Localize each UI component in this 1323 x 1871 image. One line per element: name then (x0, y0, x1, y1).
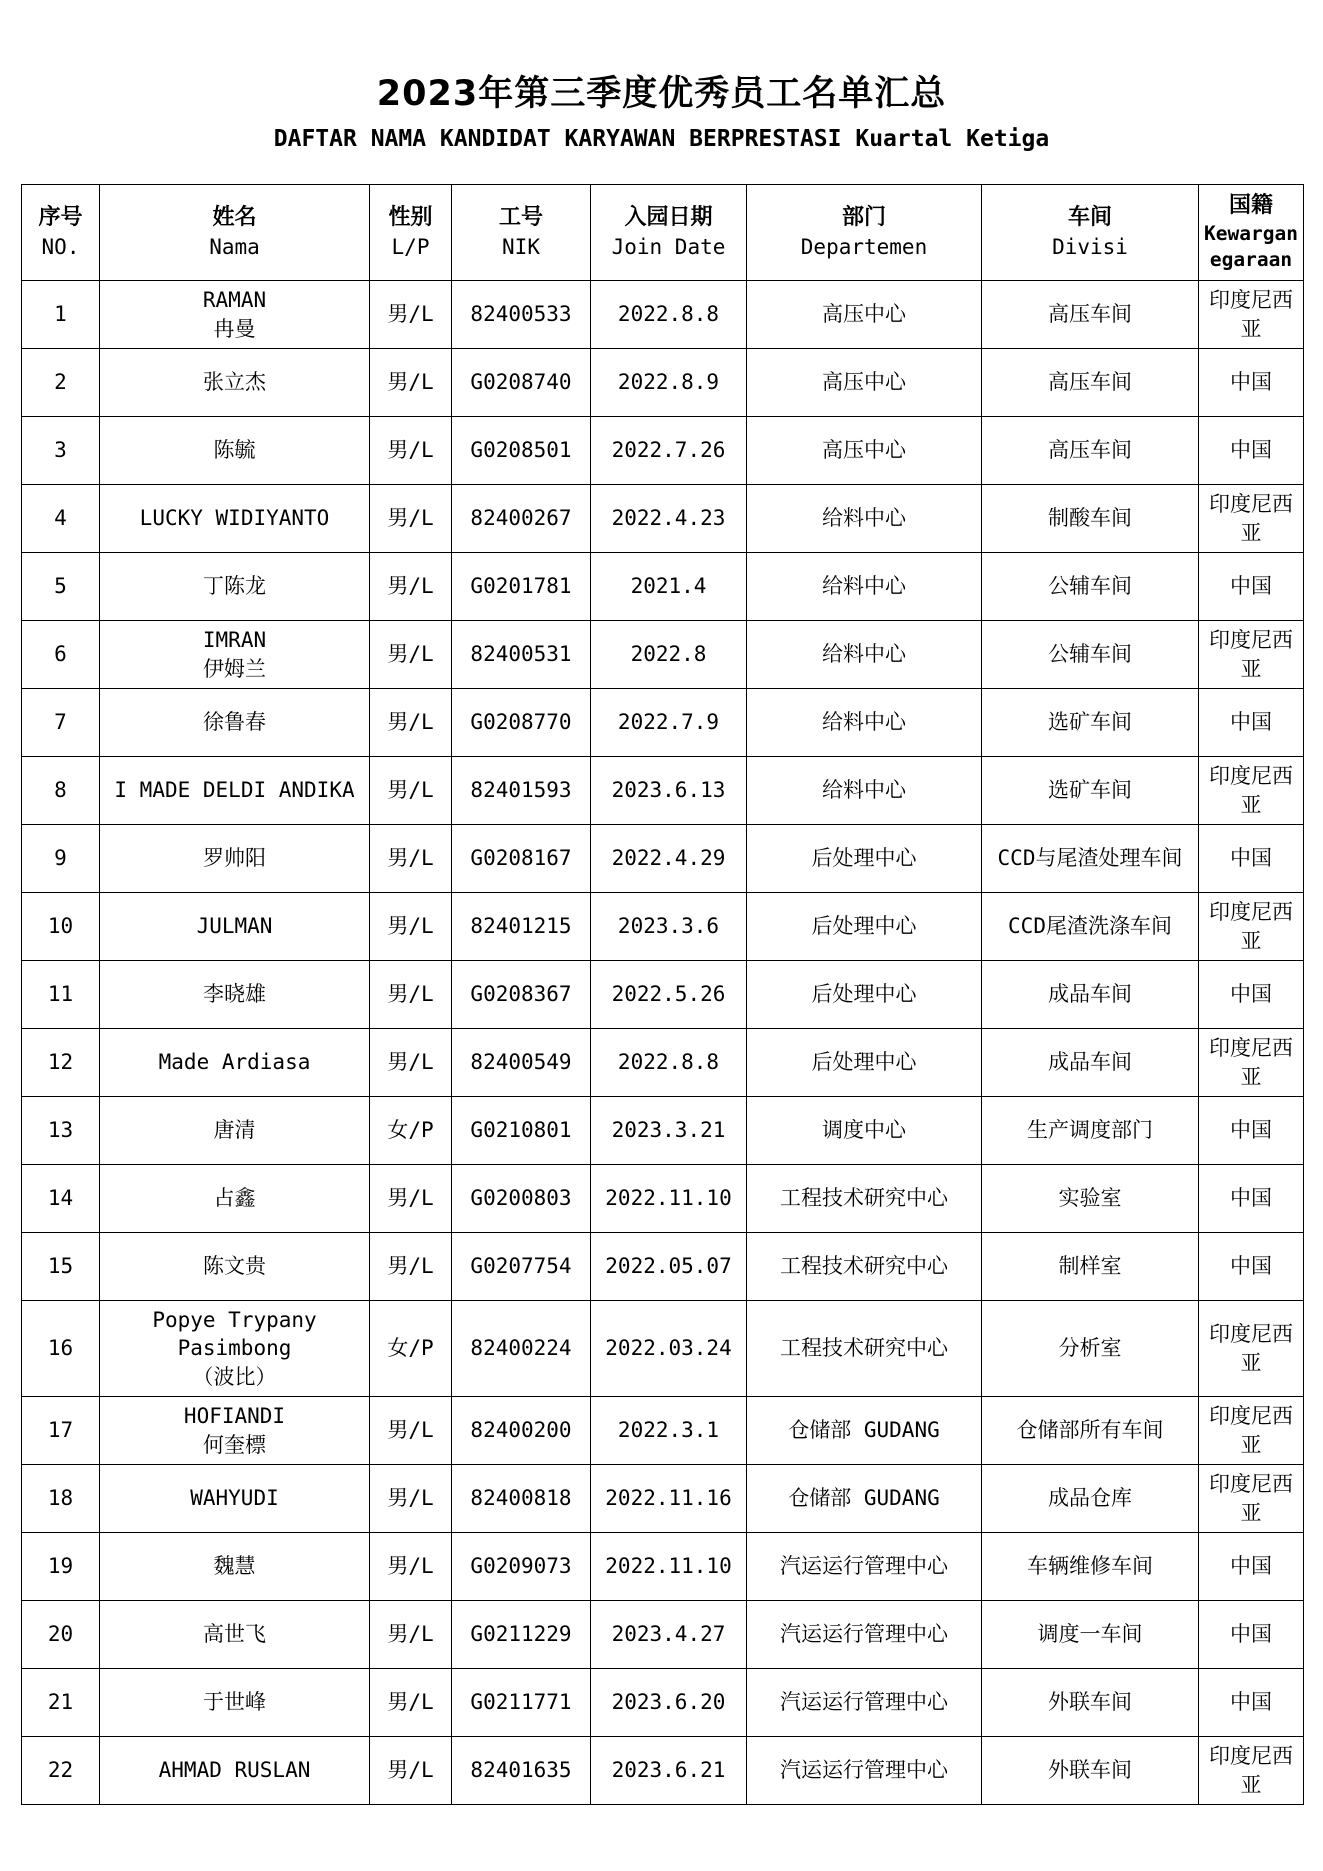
cell-no: 17 (22, 1397, 100, 1465)
cell-no: 1 (22, 281, 100, 349)
cell-join-date: 2023.6.21 (591, 1737, 747, 1805)
cell-nationality: 中国 (1199, 689, 1304, 757)
cell-nik: 82400533 (452, 281, 591, 349)
table-row (22, 1533, 1304, 1601)
cell-gender: 男/L (370, 893, 452, 961)
cell-join-date: 2022.8 (591, 621, 747, 689)
cell-no: 2 (22, 349, 100, 417)
cell-division: 外联车间 (982, 1737, 1199, 1805)
cell-gender: 男/L (370, 553, 452, 621)
cell-nationality: 中国 (1199, 1669, 1304, 1737)
cell-division: 选矿车间 (982, 757, 1199, 825)
cell-department: 高压中心 (747, 349, 982, 417)
name-line: 陈毓 (213, 438, 256, 463)
name-line: 罗帅阳 (203, 846, 266, 871)
cell-name (100, 757, 370, 825)
cell-nationality: 印度尼西亚 (1199, 281, 1304, 349)
cell-department: 后处理中心 (747, 893, 982, 961)
cell-nik: G0208167 (452, 825, 591, 893)
cell-department: 仓储部 GUDANG (747, 1465, 982, 1533)
cell-department: 后处理中心 (747, 825, 982, 893)
header-no: 序号 NO. (22, 185, 100, 281)
cell-division: 生产调度部门 (982, 1097, 1199, 1165)
cell-nationality: 中国 (1199, 553, 1304, 621)
cell-nationality: 印度尼西亚 (1199, 1301, 1304, 1397)
table-row (22, 825, 1304, 893)
cell-join-date: 2022.5.26 (591, 961, 747, 1029)
cell-nik: 82400200 (452, 1397, 591, 1465)
cell-gender: 男/L (370, 961, 452, 1029)
cell-no: 15 (22, 1233, 100, 1301)
cell-join-date: 2022.8.9 (591, 349, 747, 417)
cell-no: 19 (22, 1533, 100, 1601)
cell-gender: 男/L (370, 825, 452, 893)
cell-division: 制样室 (982, 1233, 1199, 1301)
cell-nik: 82400818 (452, 1465, 591, 1533)
cell-join-date: 2023.3.21 (591, 1097, 747, 1165)
cell-no: 11 (22, 961, 100, 1029)
cell-division: 高压车间 (982, 417, 1199, 485)
cell-name (100, 1301, 370, 1397)
cell-no: 22 (22, 1737, 100, 1805)
cell-no: 14 (22, 1165, 100, 1233)
name-line: 陈文贵 (203, 1254, 266, 1279)
name-line: 唐清 (213, 1118, 256, 1143)
table-row (22, 621, 1304, 689)
cell-nationality: 印度尼西亚 (1199, 485, 1304, 553)
cell-nik: 82400224 (452, 1301, 591, 1397)
cell-gender: 男/L (370, 1397, 452, 1465)
cell-join-date: 2022.4.29 (591, 825, 747, 893)
cell-nik: G0208367 (452, 961, 591, 1029)
cell-join-date: 2022.7.9 (591, 689, 747, 757)
cell-no: 10 (22, 893, 100, 961)
cell-name (100, 893, 370, 961)
table-row (22, 1301, 1304, 1397)
cell-division: 高压车间 (982, 349, 1199, 417)
cell-gender: 男/L (370, 757, 452, 825)
cell-nik: G0201781 (452, 553, 591, 621)
name-line: 何奎標 (203, 1432, 266, 1457)
cell-nationality: 中国 (1199, 349, 1304, 417)
name-line: IMRAN (202, 628, 267, 653)
cell-join-date: 2022.05.07 (591, 1233, 747, 1301)
table-row (22, 1465, 1304, 1533)
cell-nik: G0209073 (452, 1533, 591, 1601)
cell-name (100, 1465, 370, 1533)
header-nik: 工号 NIK (452, 185, 591, 281)
cell-nik: G0200803 (452, 1165, 591, 1233)
cell-division: 实验室 (982, 1165, 1199, 1233)
header-department: 部门 Departemen (747, 185, 982, 281)
cell-nik: G0208740 (452, 349, 591, 417)
table-row (22, 553, 1304, 621)
cell-name (100, 825, 370, 893)
name-line: I MADE DELDI ANDIKA (114, 778, 355, 803)
cell-name (100, 1397, 370, 1465)
table-row (22, 757, 1304, 825)
cell-gender: 男/L (370, 1233, 452, 1301)
employee-table (21, 184, 1304, 1805)
cell-name (100, 621, 370, 689)
table-body (22, 281, 1304, 1805)
table-row (22, 1737, 1304, 1805)
cell-division: 成品仓库 (982, 1465, 1199, 1533)
cell-gender: 男/L (370, 485, 452, 553)
cell-join-date: 2022.11.10 (591, 1533, 747, 1601)
name-line: RAMAN (202, 288, 267, 313)
cell-nik: G0207754 (452, 1233, 591, 1301)
cell-no: 7 (22, 689, 100, 757)
header-join-date: 入园日期 Join Date (591, 185, 747, 281)
cell-nationality: 中国 (1199, 1233, 1304, 1301)
page-subtitle: DAFTAR NAMA KANDIDAT KARYAWAN BERPRESTASI Kuartal Ketiga (273, 126, 1050, 152)
cell-nik: 82400531 (452, 621, 591, 689)
cell-name (100, 485, 370, 553)
cell-name (100, 281, 370, 349)
cell-department: 汽运运行管理中心 (747, 1601, 982, 1669)
table-row (22, 1029, 1304, 1097)
cell-division: 仓储部所有车间 (982, 1397, 1199, 1465)
cell-nationality: 中国 (1199, 1601, 1304, 1669)
cell-division: 外联车间 (982, 1669, 1199, 1737)
name-line: 高世飞 (203, 1622, 266, 1647)
cell-department: 汽运运行管理中心 (747, 1737, 982, 1805)
table-header-row (22, 185, 1304, 281)
name-line: 伊姆兰 (203, 656, 266, 681)
table-row (22, 1233, 1304, 1301)
cell-nationality: 中国 (1199, 961, 1304, 1029)
cell-join-date: 2022.03.24 (591, 1301, 747, 1397)
cell-gender: 男/L (370, 1533, 452, 1601)
cell-no: 21 (22, 1669, 100, 1737)
cell-join-date: 2022.7.26 (591, 417, 747, 485)
table-row (22, 1165, 1304, 1233)
cell-department: 给料中心 (747, 621, 982, 689)
name-line: 丁陈龙 (203, 574, 266, 599)
name-line: 冉曼 (213, 316, 256, 341)
cell-no: 3 (22, 417, 100, 485)
cell-nik: 82400267 (452, 485, 591, 553)
cell-department: 工程技术研究中心 (747, 1301, 982, 1397)
table-row (22, 349, 1304, 417)
cell-join-date: 2022.8.8 (591, 1029, 747, 1097)
cell-name (100, 553, 370, 621)
cell-join-date: 2022.8.8 (591, 281, 747, 349)
cell-no: 20 (22, 1601, 100, 1669)
cell-division: 选矿车间 (982, 689, 1199, 757)
cell-department: 工程技术研究中心 (747, 1233, 982, 1301)
cell-department: 工程技术研究中心 (747, 1165, 982, 1233)
cell-no: 18 (22, 1465, 100, 1533)
cell-name (100, 349, 370, 417)
header-division: 车间 Divisi (982, 185, 1199, 281)
cell-department: 汽运运行管理中心 (747, 1669, 982, 1737)
name-line: Popye Trypany (152, 1307, 317, 1332)
cell-department: 高压中心 (747, 417, 982, 485)
name-line: HOFIANDI (183, 1404, 286, 1429)
cell-join-date: 2022.3.1 (591, 1397, 747, 1465)
cell-gender: 男/L (370, 1601, 452, 1669)
cell-division: 公辅车间 (982, 621, 1199, 689)
cell-no: 5 (22, 553, 100, 621)
cell-division: 分析室 (982, 1301, 1199, 1397)
cell-no: 9 (22, 825, 100, 893)
cell-no: 4 (22, 485, 100, 553)
cell-department: 高压中心 (747, 281, 982, 349)
cell-nik: G0208501 (452, 417, 591, 485)
cell-join-date: 2023.6.20 (591, 1669, 747, 1737)
cell-name (100, 689, 370, 757)
cell-join-date: 2022.11.16 (591, 1465, 747, 1533)
cell-department: 给料中心 (747, 485, 982, 553)
table-row (22, 281, 1304, 349)
cell-nationality: 中国 (1199, 1165, 1304, 1233)
cell-gender: 男/L (370, 1669, 452, 1737)
cell-join-date: 2022.11.10 (591, 1165, 747, 1233)
cell-gender: 女/P (370, 1097, 452, 1165)
cell-join-date: 2021.4 (591, 553, 747, 621)
cell-nik: G0211229 (452, 1601, 591, 1669)
cell-division: CCD尾渣洗涤车间 (982, 893, 1199, 961)
cell-nationality: 印度尼西亚 (1199, 1737, 1304, 1805)
cell-nationality: 中国 (1199, 1533, 1304, 1601)
cell-nik: 82400549 (452, 1029, 591, 1097)
cell-name (100, 1097, 370, 1165)
cell-gender: 男/L (370, 417, 452, 485)
name-line: JULMAN (196, 914, 273, 939)
cell-name (100, 1601, 370, 1669)
cell-name (100, 1165, 370, 1233)
cell-nationality: 印度尼西亚 (1199, 1397, 1304, 1465)
cell-division: 高压车间 (982, 281, 1199, 349)
cell-department: 给料中心 (747, 689, 982, 757)
cell-name (100, 1533, 370, 1601)
cell-gender: 男/L (370, 281, 452, 349)
name-line: 于世峰 (203, 1690, 266, 1715)
cell-nik: 82401635 (452, 1737, 591, 1805)
cell-name (100, 1233, 370, 1301)
name-line: （波比） (192, 1364, 277, 1389)
cell-join-date: 2022.4.23 (591, 485, 747, 553)
name-line: 李晓雄 (203, 982, 266, 1007)
name-line: 徐鲁春 (203, 710, 266, 735)
cell-gender: 男/L (370, 349, 452, 417)
cell-department: 后处理中心 (747, 1029, 982, 1097)
cell-nationality: 印度尼西亚 (1199, 893, 1304, 961)
cell-nik: G0210801 (452, 1097, 591, 1165)
cell-nationality: 中国 (1199, 825, 1304, 893)
cell-division: 成品车间 (982, 961, 1199, 1029)
header-name: 姓名 Nama (100, 185, 370, 281)
cell-gender: 女/P (370, 1301, 452, 1397)
page-title: 2023年第三季度优秀员工名单汇总 (376, 74, 947, 114)
name-line: LUCKY WIDIYANTO (139, 506, 330, 531)
cell-name (100, 1737, 370, 1805)
cell-nationality: 印度尼西亚 (1199, 1029, 1304, 1097)
cell-department: 给料中心 (747, 553, 982, 621)
name-line: 张立杰 (203, 370, 266, 395)
cell-division: CCD与尾渣处理车间 (982, 825, 1199, 893)
cell-gender: 男/L (370, 1029, 452, 1097)
cell-name (100, 961, 370, 1029)
cell-name (100, 1029, 370, 1097)
name-line: AHMAD RUSLAN (158, 1758, 311, 1783)
table-row (22, 961, 1304, 1029)
cell-nationality: 中国 (1199, 417, 1304, 485)
cell-gender: 男/L (370, 621, 452, 689)
cell-no: 6 (22, 621, 100, 689)
cell-no: 12 (22, 1029, 100, 1097)
cell-no: 8 (22, 757, 100, 825)
cell-division: 公辅车间 (982, 553, 1199, 621)
cell-gender: 男/L (370, 689, 452, 757)
cell-no: 13 (22, 1097, 100, 1165)
cell-department: 给料中心 (747, 757, 982, 825)
cell-join-date: 2023.4.27 (591, 1601, 747, 1669)
cell-department: 仓储部 GUDANG (747, 1397, 982, 1465)
table-row (22, 893, 1304, 961)
header-gender: 性别 L/P (370, 185, 452, 281)
name-line: WAHYUDI (190, 1486, 279, 1511)
cell-division: 成品车间 (982, 1029, 1199, 1097)
cell-nik: G0211771 (452, 1669, 591, 1737)
cell-division: 调度一车间 (982, 1601, 1199, 1669)
cell-division: 车辆维修车间 (982, 1533, 1199, 1601)
cell-nationality: 印度尼西亚 (1199, 621, 1304, 689)
cell-gender: 男/L (370, 1465, 452, 1533)
table-row (22, 1669, 1304, 1737)
header-nationality: 国籍 Kewarganegaraan (1199, 185, 1304, 281)
cell-department: 调度中心 (747, 1097, 982, 1165)
table-row (22, 689, 1304, 757)
cell-no: 16 (22, 1301, 100, 1397)
cell-nik: 82401593 (452, 757, 591, 825)
cell-nik: 82401215 (452, 893, 591, 961)
cell-department: 后处理中心 (747, 961, 982, 1029)
cell-gender: 男/L (370, 1165, 452, 1233)
cell-name (100, 417, 370, 485)
name-line: Made Ardiasa (158, 1050, 311, 1075)
name-line: 魏慧 (213, 1554, 256, 1579)
cell-join-date: 2023.3.6 (591, 893, 747, 961)
table-row (22, 417, 1304, 485)
cell-nik: G0208770 (452, 689, 591, 757)
cell-nationality: 印度尼西亚 (1199, 1465, 1304, 1533)
cell-nationality: 印度尼西亚 (1199, 757, 1304, 825)
cell-name (100, 1669, 370, 1737)
table-row (22, 1601, 1304, 1669)
table-row (22, 1397, 1304, 1465)
name-line: 占鑫 (213, 1186, 256, 1211)
name-line: Pasimbong (177, 1336, 292, 1361)
table-row (22, 485, 1304, 553)
cell-join-date: 2023.6.13 (591, 757, 747, 825)
cell-nationality: 中国 (1199, 1097, 1304, 1165)
cell-division: 制酸车间 (982, 485, 1199, 553)
cell-gender: 男/L (370, 1737, 452, 1805)
cell-department: 汽运运行管理中心 (747, 1533, 982, 1601)
table-row (22, 1097, 1304, 1165)
